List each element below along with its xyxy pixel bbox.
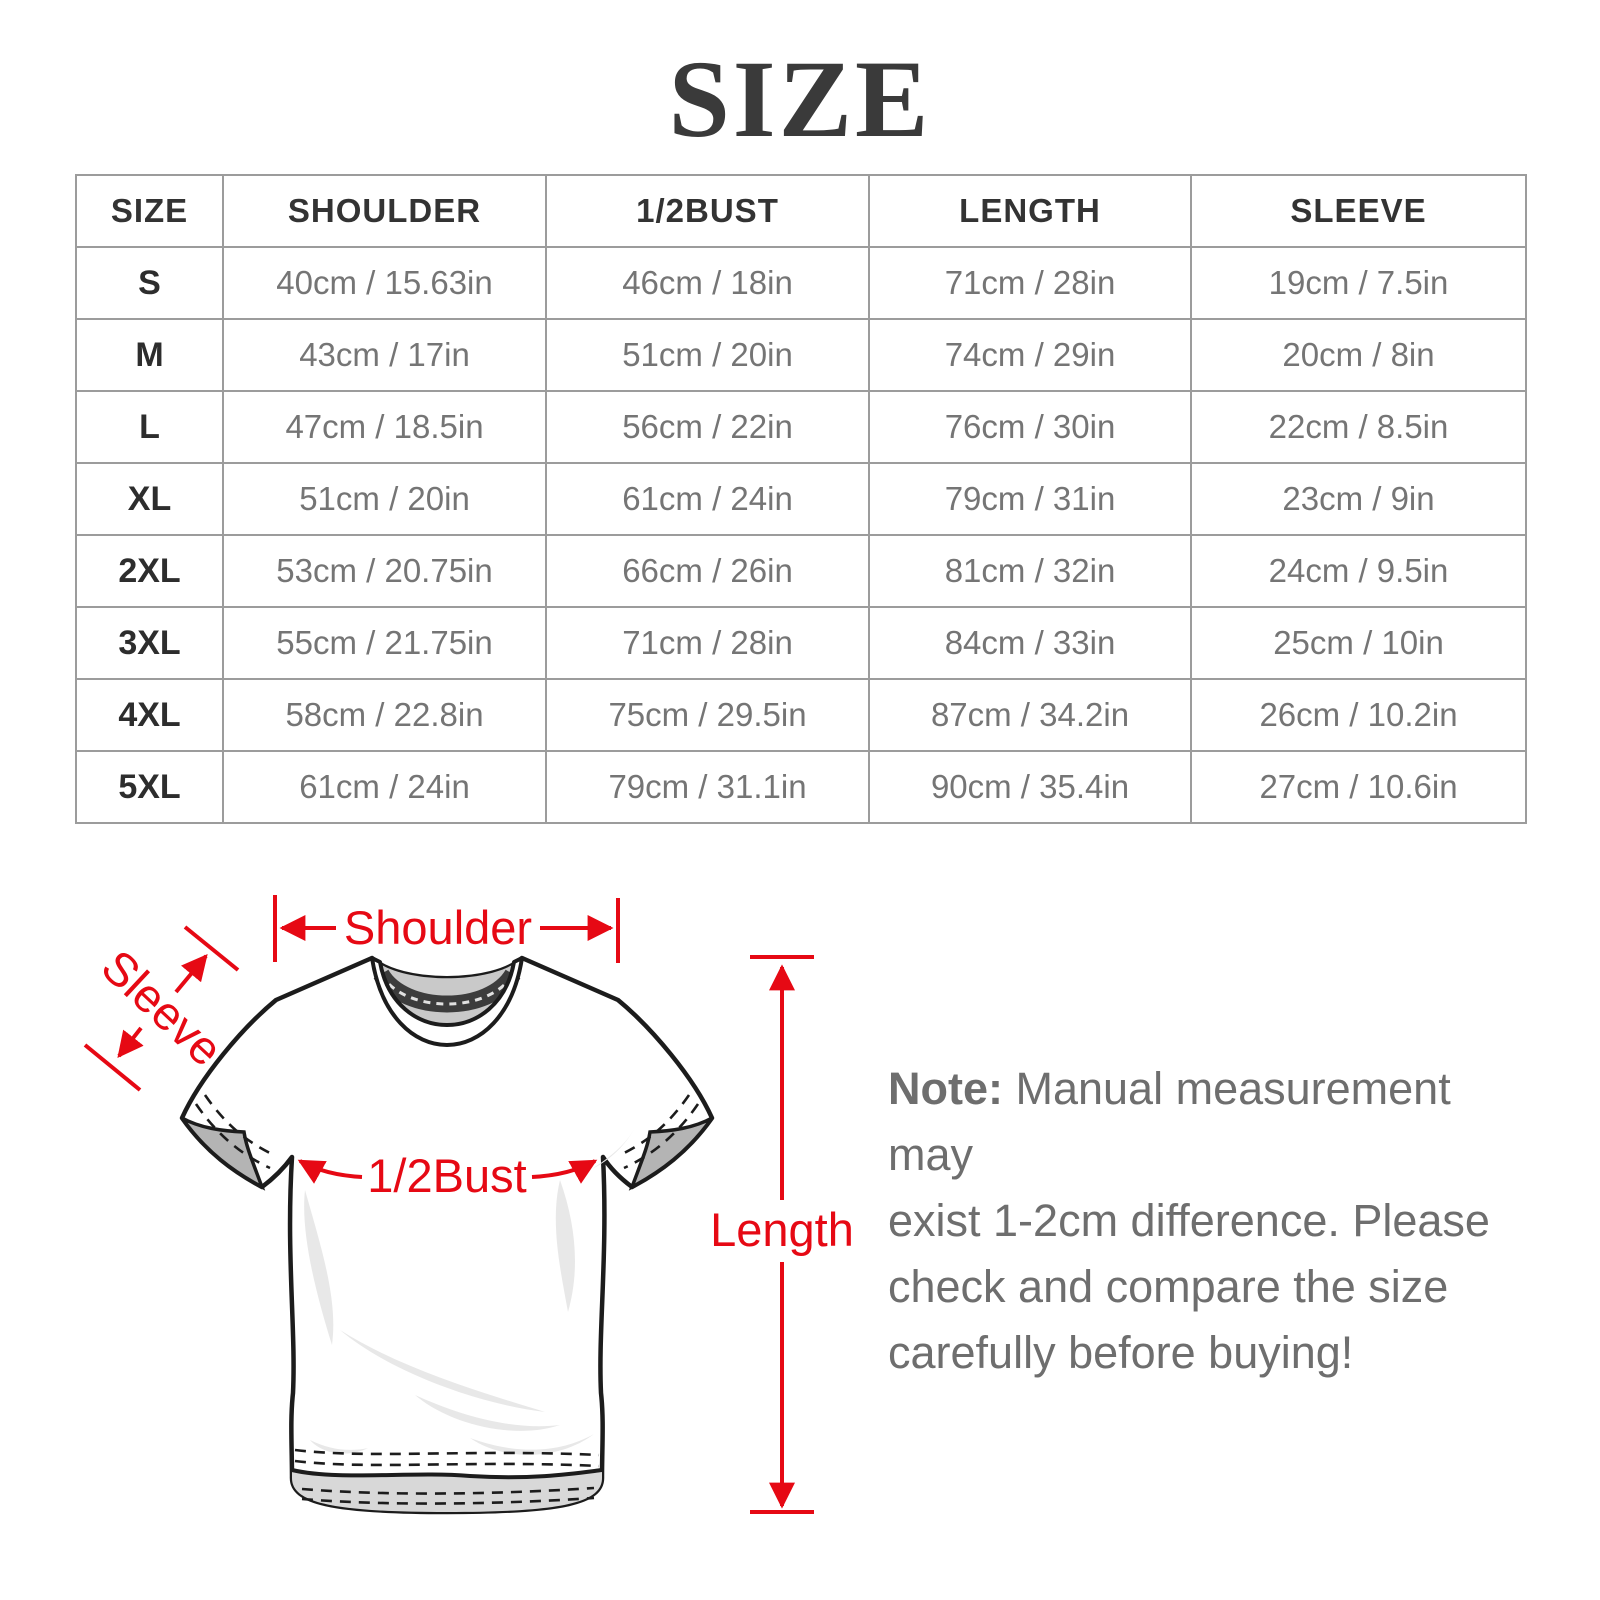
note-line-4: carefully before buying!	[888, 1327, 1354, 1378]
length-value: 79cm / 31in	[869, 463, 1191, 535]
col-header-bust: 1/2BUST	[546, 175, 869, 247]
size-label: 2XL	[76, 535, 223, 607]
bust-value: 66cm / 26in	[546, 535, 869, 607]
table-header-row	[76, 175, 1526, 247]
table-row-l	[76, 391, 1526, 463]
length-value: 76cm / 30in	[869, 391, 1191, 463]
table-row-xl	[76, 463, 1526, 535]
sleeve-label: Sleeve	[91, 939, 233, 1077]
size-label: M	[76, 319, 223, 391]
measurement-note	[888, 1056, 1513, 1386]
table-row-s	[76, 247, 1526, 319]
size-label: L	[76, 391, 223, 463]
note-label: Note:	[888, 1063, 1003, 1114]
sleeve-value: 24cm / 9.5in	[1191, 535, 1526, 607]
bust-label: 1/2Bust	[367, 1149, 527, 1202]
shoulder-value: 58cm / 22.8in	[223, 679, 546, 751]
sleeve-value: 22cm / 8.5in	[1191, 391, 1526, 463]
sleeve-value: 20cm / 8in	[1191, 319, 1526, 391]
table-row-3xl	[76, 607, 1526, 679]
sleeve-value: 26cm / 10.2in	[1191, 679, 1526, 751]
length-label: Length	[710, 1203, 854, 1256]
length-value: 87cm / 34.2in	[869, 679, 1191, 751]
sleeve-value: 23cm / 9in	[1191, 463, 1526, 535]
note-line-1: Manual measurement may	[888, 1063, 1451, 1180]
note-line-3: check and compare the size	[888, 1261, 1449, 1312]
length-value: 81cm / 32in	[869, 535, 1191, 607]
length-value: 71cm / 28in	[869, 247, 1191, 319]
size-table	[75, 174, 1525, 824]
shoulder-value: 47cm / 18.5in	[223, 391, 546, 463]
length-value: 84cm / 33in	[869, 607, 1191, 679]
bust-value: 51cm / 20in	[546, 319, 869, 391]
table-row-m	[76, 319, 1526, 391]
length-annotation	[710, 957, 854, 1512]
size-label: 4XL	[76, 679, 223, 751]
shoulder-value: 43cm / 17in	[223, 319, 546, 391]
table-row-5xl	[76, 751, 1526, 823]
shoulder-value: 51cm / 20in	[223, 463, 546, 535]
bust-value: 71cm / 28in	[546, 607, 869, 679]
shoulder-value: 53cm / 20.75in	[223, 535, 546, 607]
sleeve-value: 19cm / 7.5in	[1191, 247, 1526, 319]
bust-value: 56cm / 22in	[546, 391, 869, 463]
shoulder-value: 55cm / 21.75in	[223, 607, 546, 679]
size-label: S	[76, 247, 223, 319]
bust-value: 61cm / 24in	[546, 463, 869, 535]
bust-value: 75cm / 29.5in	[546, 679, 869, 751]
shoulder-value: 61cm / 24in	[223, 751, 546, 823]
bust-value: 46cm / 18in	[546, 247, 869, 319]
length-value: 74cm / 29in	[869, 319, 1191, 391]
col-header-length: LENGTH	[869, 175, 1191, 247]
shoulder-annotation	[275, 895, 618, 963]
sleeve-value: 27cm / 10.6in	[1191, 751, 1526, 823]
page-title: SIZE	[668, 38, 932, 160]
shoulder-label: Shoulder	[343, 901, 533, 954]
size-label: XL	[76, 463, 223, 535]
bust-value: 79cm / 31.1in	[546, 751, 869, 823]
shoulder-value: 40cm / 15.63in	[223, 247, 546, 319]
col-header-shoulder: SHOULDER	[223, 175, 546, 247]
col-header-size: SIZE	[76, 175, 223, 247]
tshirt-measurement-diagram	[60, 880, 900, 1580]
size-label: 5XL	[76, 751, 223, 823]
tshirt-drawing	[182, 958, 712, 1512]
col-header-sleeve: SLEEVE	[1191, 175, 1526, 247]
table-row-2xl	[76, 535, 1526, 607]
size-label: 3XL	[76, 607, 223, 679]
table-row-4xl	[76, 679, 1526, 751]
sleeve-value: 25cm / 10in	[1191, 607, 1526, 679]
note-line-2: exist 1-2cm difference. Please	[888, 1195, 1490, 1246]
length-value: 90cm / 35.4in	[869, 751, 1191, 823]
